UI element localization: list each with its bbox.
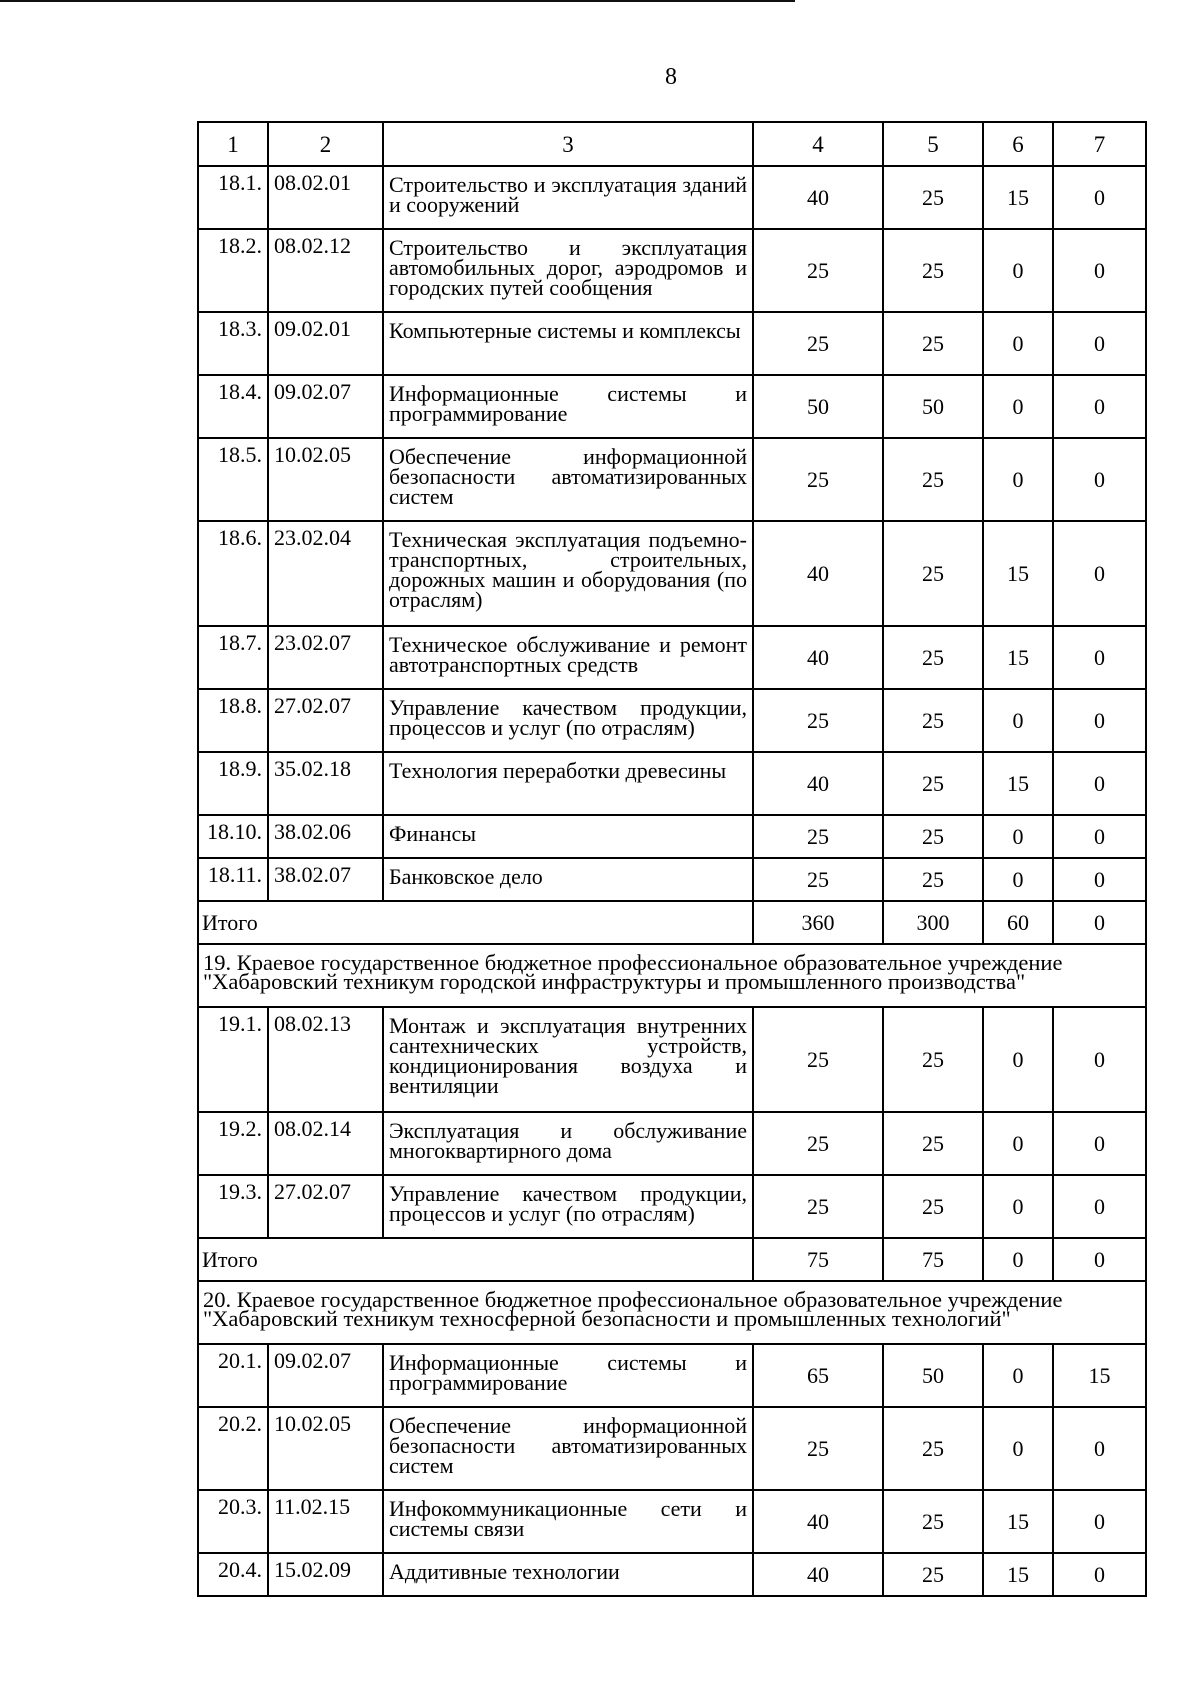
value-col-5: 25 bbox=[883, 1553, 983, 1596]
value-col-4: 25 bbox=[753, 689, 883, 752]
value-col-5: 25 bbox=[883, 1175, 983, 1238]
institution-heading-line-1: 20. Краевое государственное бюджетное профессиональное образовательное учреждение bbox=[203, 1287, 1063, 1312]
institution-heading-line-1: 19. Краевое государственное бюджетное профессиональное образовательное учреждение bbox=[203, 950, 1063, 975]
row-number: 18.8. bbox=[198, 689, 268, 752]
value-col-6: 0 bbox=[983, 1407, 1053, 1490]
value-col-7: 0 bbox=[1053, 689, 1146, 752]
specialty-code: 09.02.07 bbox=[268, 1344, 383, 1407]
value-col-5: 25 bbox=[883, 229, 983, 312]
row-number: 18.2. bbox=[198, 229, 268, 312]
table-row bbox=[198, 1112, 1146, 1175]
header-col-1: 1 bbox=[198, 122, 268, 166]
institution-heading bbox=[198, 944, 1146, 1007]
total-col-5: 75 bbox=[883, 1238, 983, 1281]
specialty-code: 10.02.05 bbox=[268, 1407, 383, 1490]
allocation-table bbox=[197, 121, 1147, 1597]
specialty-name: Управление качеством продукции, процессов и услуг (по отраслям) bbox=[383, 1175, 753, 1238]
value-col-6: 15 bbox=[983, 521, 1053, 626]
value-col-7: 0 bbox=[1053, 375, 1146, 438]
specialty-code: 27.02.07 bbox=[268, 689, 383, 752]
header-col-3: 3 bbox=[383, 122, 753, 166]
row-number: 20.2. bbox=[198, 1407, 268, 1490]
value-col-5: 25 bbox=[883, 312, 983, 375]
table-row bbox=[198, 1344, 1146, 1407]
value-col-7: 0 bbox=[1053, 1553, 1146, 1596]
institution-heading-line-2: "Хабаровский техникум городской инфраструктуры и промышленного производства" bbox=[203, 969, 1026, 994]
row-number: 18.3. bbox=[198, 312, 268, 375]
table-row bbox=[198, 1407, 1146, 1490]
specialty-code: 08.02.14 bbox=[268, 1112, 383, 1175]
total-col-6: 0 bbox=[983, 1238, 1053, 1281]
value-col-6: 0 bbox=[983, 815, 1053, 858]
value-col-4: 40 bbox=[753, 521, 883, 626]
table-row bbox=[198, 229, 1146, 312]
row-number: 18.1. bbox=[198, 166, 268, 229]
value-col-6: 0 bbox=[983, 229, 1053, 312]
total-col-5: 300 bbox=[883, 901, 983, 944]
specialty-name: Информационные системы и программирование bbox=[383, 375, 753, 438]
value-col-5: 25 bbox=[883, 858, 983, 901]
specialty-code: 38.02.06 bbox=[268, 815, 383, 858]
table-row bbox=[198, 166, 1146, 229]
value-col-4: 25 bbox=[753, 815, 883, 858]
table-body bbox=[198, 122, 1146, 1596]
specialty-name: Обеспечение информационной безопасности автоматизированных систем bbox=[383, 438, 753, 521]
value-col-6: 0 bbox=[983, 375, 1053, 438]
page-number: 8 bbox=[665, 64, 677, 90]
value-col-6: 0 bbox=[983, 858, 1053, 901]
value-col-4: 40 bbox=[753, 166, 883, 229]
value-col-5: 25 bbox=[883, 438, 983, 521]
value-col-7: 0 bbox=[1053, 521, 1146, 626]
table-row bbox=[198, 438, 1146, 521]
value-col-4: 25 bbox=[753, 1407, 883, 1490]
value-col-5: 25 bbox=[883, 521, 983, 626]
total-label: Итого bbox=[198, 1238, 753, 1281]
row-number: 19.3. bbox=[198, 1175, 268, 1238]
table-row bbox=[198, 1175, 1146, 1238]
value-col-5: 25 bbox=[883, 752, 983, 815]
value-col-4: 65 bbox=[753, 1344, 883, 1407]
table-row bbox=[198, 1553, 1146, 1596]
value-col-5: 25 bbox=[883, 626, 983, 689]
specialty-code: 23.02.04 bbox=[268, 521, 383, 626]
specialty-name: Управление качеством продукции, процессов и услуг (по отраслям) bbox=[383, 689, 753, 752]
value-col-6: 15 bbox=[983, 752, 1053, 815]
section-heading-row bbox=[198, 1281, 1146, 1344]
table-header-row bbox=[198, 122, 1146, 166]
specialty-name: Техническое обслуживание и ремонт автотранспортных средств bbox=[383, 626, 753, 689]
header-col-4: 4 bbox=[753, 122, 883, 166]
specialty-name: Технология переработки древесины bbox=[383, 752, 753, 815]
value-col-7: 0 bbox=[1053, 626, 1146, 689]
specialty-code: 09.02.01 bbox=[268, 312, 383, 375]
total-label: Итого bbox=[198, 901, 753, 944]
value-col-5: 25 bbox=[883, 1490, 983, 1553]
value-col-4: 25 bbox=[753, 858, 883, 901]
specialty-name: Инфокоммуникационные сети и системы связи bbox=[383, 1490, 753, 1553]
value-col-7: 0 bbox=[1053, 858, 1146, 901]
value-col-4: 25 bbox=[753, 1112, 883, 1175]
total-row bbox=[198, 901, 1146, 944]
row-number: 18.5. bbox=[198, 438, 268, 521]
row-number: 20.1. bbox=[198, 1344, 268, 1407]
value-col-7: 0 bbox=[1053, 229, 1146, 312]
header-col-2: 2 bbox=[268, 122, 383, 166]
specialty-code: 35.02.18 bbox=[268, 752, 383, 815]
value-col-4: 40 bbox=[753, 626, 883, 689]
row-number: 20.4. bbox=[198, 1553, 268, 1596]
specialty-code: 11.02.15 bbox=[268, 1490, 383, 1553]
value-col-5: 50 bbox=[883, 1344, 983, 1407]
table-row bbox=[198, 312, 1146, 375]
specialty-name: Банковское дело bbox=[383, 858, 753, 901]
specialty-name: Компьютерные системы и комплексы bbox=[383, 312, 753, 375]
value-col-7: 0 bbox=[1053, 1007, 1146, 1112]
value-col-7: 0 bbox=[1053, 1175, 1146, 1238]
value-col-6: 0 bbox=[983, 1344, 1053, 1407]
value-col-6: 0 bbox=[983, 1175, 1053, 1238]
total-col-6: 60 bbox=[983, 901, 1053, 944]
value-col-5: 25 bbox=[883, 1407, 983, 1490]
value-col-7: 0 bbox=[1053, 1112, 1146, 1175]
specialty-name: Строительство и эксплуатация зданий и сооружений bbox=[383, 166, 753, 229]
specialty-code: 23.02.07 bbox=[268, 626, 383, 689]
row-number: 18.6. bbox=[198, 521, 268, 626]
table-row bbox=[198, 1007, 1146, 1112]
total-row bbox=[198, 1238, 1146, 1281]
value-col-4: 40 bbox=[753, 1490, 883, 1553]
value-col-6: 0 bbox=[983, 689, 1053, 752]
value-col-5: 25 bbox=[883, 166, 983, 229]
value-col-4: 50 bbox=[753, 375, 883, 438]
institution-heading-line-2: "Хабаровский техникум техносферной безопасности и промышленных технологий" bbox=[203, 1306, 1011, 1331]
value-col-6: 15 bbox=[983, 626, 1053, 689]
table-row bbox=[198, 815, 1146, 858]
specialty-name: Обеспечение информационной безопасности автоматизированных систем bbox=[383, 1407, 753, 1490]
specialty-code: 10.02.05 bbox=[268, 438, 383, 521]
value-col-4: 40 bbox=[753, 752, 883, 815]
table-row bbox=[198, 521, 1146, 626]
value-col-7: 0 bbox=[1053, 752, 1146, 815]
specialty-name: Техническая эксплуатация подъемно-транспортных, строительных, дорожных машин и оборудования (по отраслям) bbox=[383, 521, 753, 626]
value-col-4: 25 bbox=[753, 312, 883, 375]
specialty-code: 08.02.13 bbox=[268, 1007, 383, 1112]
row-number: 18.9. bbox=[198, 752, 268, 815]
value-col-7: 0 bbox=[1053, 815, 1146, 858]
specialty-code: 09.02.07 bbox=[268, 375, 383, 438]
value-col-6: 0 bbox=[983, 312, 1053, 375]
value-col-6: 15 bbox=[983, 166, 1053, 229]
total-col-7: 0 bbox=[1053, 901, 1146, 944]
specialty-name: Строительство и эксплуатация автомобильных дорог, аэродромов и городских путей сообщения bbox=[383, 229, 753, 312]
value-col-4: 25 bbox=[753, 1175, 883, 1238]
value-col-7: 15 bbox=[1053, 1344, 1146, 1407]
value-col-7: 0 bbox=[1053, 1407, 1146, 1490]
value-col-4: 25 bbox=[753, 229, 883, 312]
specialty-name: Эксплуатация и обслуживание многоквартирного дома bbox=[383, 1112, 753, 1175]
value-col-5: 25 bbox=[883, 1007, 983, 1112]
specialty-code: 08.02.01 bbox=[268, 166, 383, 229]
value-col-6: 0 bbox=[983, 1007, 1053, 1112]
value-col-7: 0 bbox=[1053, 438, 1146, 521]
specialty-name: Аддитивные технологии bbox=[383, 1553, 753, 1596]
row-number: 18.7. bbox=[198, 626, 268, 689]
header-col-7: 7 bbox=[1053, 122, 1146, 166]
value-col-4: 40 bbox=[753, 1553, 883, 1596]
section-heading-row bbox=[198, 944, 1146, 1007]
specialty-code: 38.02.07 bbox=[268, 858, 383, 901]
specialty-code: 27.02.07 bbox=[268, 1175, 383, 1238]
value-col-5: 50 bbox=[883, 375, 983, 438]
value-col-5: 25 bbox=[883, 689, 983, 752]
table-row bbox=[198, 689, 1146, 752]
institution-heading bbox=[198, 1281, 1146, 1344]
specialty-name: Монтаж и эксплуатация внутренних сантехнических устройств, кондиционирования воздуха и вентиляции bbox=[383, 1007, 753, 1112]
row-number: 18.11. bbox=[198, 858, 268, 901]
table-row bbox=[198, 1490, 1146, 1553]
specialty-code: 15.02.09 bbox=[268, 1553, 383, 1596]
value-col-6: 15 bbox=[983, 1553, 1053, 1596]
value-col-7: 0 bbox=[1053, 1490, 1146, 1553]
table-row bbox=[198, 752, 1146, 815]
table-row bbox=[198, 626, 1146, 689]
header-col-5: 5 bbox=[883, 122, 983, 166]
value-col-6: 0 bbox=[983, 438, 1053, 521]
value-col-5: 25 bbox=[883, 1112, 983, 1175]
scan-edge-line bbox=[0, 0, 795, 2]
row-number: 20.3. bbox=[198, 1490, 268, 1553]
row-number: 19.2. bbox=[198, 1112, 268, 1175]
specialty-name: Информационные системы и программирование bbox=[383, 1344, 753, 1407]
table-row bbox=[198, 375, 1146, 438]
value-col-5: 25 bbox=[883, 815, 983, 858]
value-col-7: 0 bbox=[1053, 312, 1146, 375]
header-col-6: 6 bbox=[983, 122, 1053, 166]
row-number: 18.4. bbox=[198, 375, 268, 438]
value-col-7: 0 bbox=[1053, 166, 1146, 229]
total-col-4: 75 bbox=[753, 1238, 883, 1281]
specialty-name: Финансы bbox=[383, 815, 753, 858]
value-col-6: 15 bbox=[983, 1490, 1053, 1553]
row-number: 18.10. bbox=[198, 815, 268, 858]
value-col-4: 25 bbox=[753, 1007, 883, 1112]
total-col-4: 360 bbox=[753, 901, 883, 944]
value-col-6: 0 bbox=[983, 1112, 1053, 1175]
value-col-4: 25 bbox=[753, 438, 883, 521]
row-number: 19.1. bbox=[198, 1007, 268, 1112]
table-row bbox=[198, 858, 1146, 901]
total-col-7: 0 bbox=[1053, 1238, 1146, 1281]
specialty-code: 08.02.12 bbox=[268, 229, 383, 312]
